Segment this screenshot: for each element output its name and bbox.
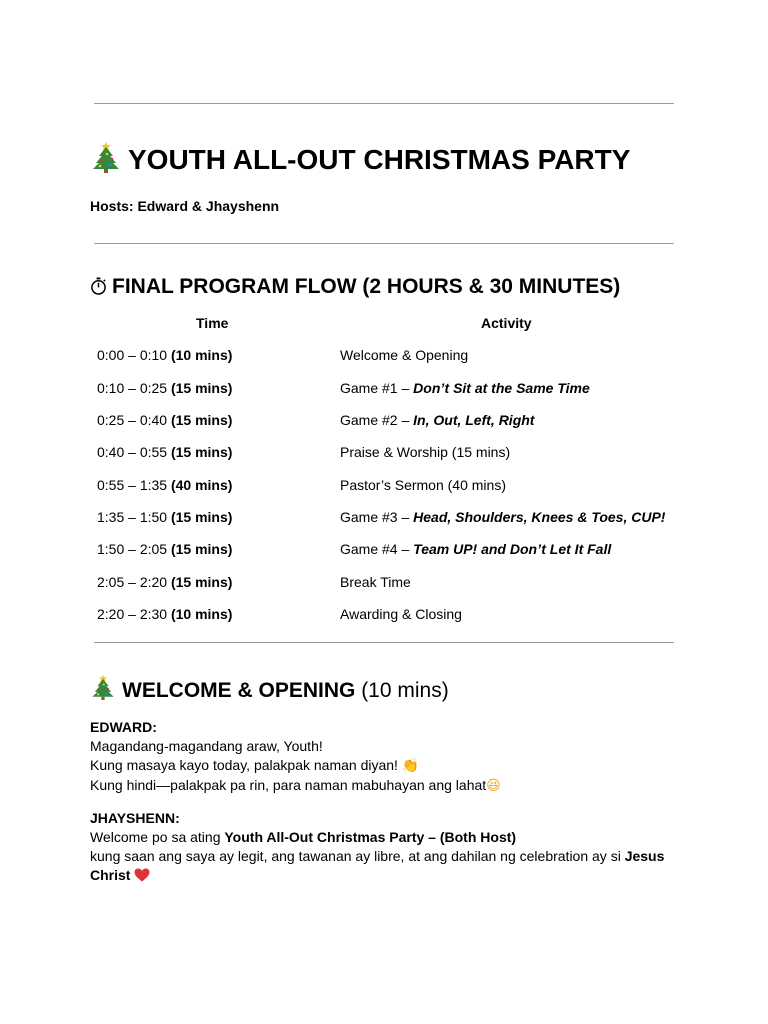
table-row	[0, 541, 768, 563]
column-header-time: Time	[196, 315, 229, 331]
activity-cell: Praise & Worship (15 mins)	[340, 444, 511, 460]
activity-cell: Break Time	[340, 574, 411, 590]
table-row	[0, 380, 768, 402]
red-heart-icon	[134, 868, 150, 882]
stopwatch-icon	[90, 277, 107, 295]
table-row	[0, 606, 768, 628]
time-cell: 1:35 – 1:50 (15 mins)	[97, 509, 233, 525]
table-row	[0, 347, 768, 369]
divider	[94, 642, 674, 643]
activity-cell: Welcome & Opening	[340, 347, 469, 363]
christmas-tree-icon	[90, 141, 122, 173]
activity-cell: Game #1 – Don’t Sit at the Same Time	[340, 380, 590, 396]
divider	[94, 243, 674, 244]
jhayshenn-block	[90, 809, 690, 885]
table-row	[0, 574, 768, 596]
activity-cell: Game #4 – Team UP! and Don’t Let It Fall	[340, 541, 612, 557]
time-cell: 1:50 – 2:05 (15 mins)	[97, 541, 233, 557]
script-line: kung saan ang saya ay legit, ang tawanan ay libre, at ang dahilan ng celebration ay si Jesus	[90, 848, 665, 864]
speaker-label: EDWARD:	[90, 719, 157, 735]
hosts-line: Hosts: Edward & Jhayshenn	[90, 198, 280, 214]
divider	[94, 103, 674, 104]
speaker-label: JHAYSHENN:	[90, 810, 180, 826]
script-line: Welcome po sa ating Youth All-Out Christmas Party – (Both Host)	[90, 829, 517, 845]
page-title: YOUTH ALL-OUT CHRISTMAS PARTY	[90, 141, 630, 176]
clapping-hands-icon: 👏	[401, 758, 420, 774]
activity-cell: Game #3 – Head, Shoulders, Knees & Toes, CUP!	[340, 509, 666, 525]
program-heading: FINAL PROGRAM FLOW (2 HOURS & 30 MINUTES)	[90, 275, 620, 299]
christmas-tree-icon	[90, 674, 116, 700]
script-line: Christ	[90, 866, 690, 885]
welcome-heading: WELCOME & OPENING (10 mins)	[90, 674, 449, 703]
table-row	[0, 509, 768, 531]
time-cell: 2:20 – 2:30 (10 mins)	[97, 606, 233, 622]
time-cell: 0:55 – 1:35 (40 mins)	[97, 477, 233, 493]
activity-cell: Pastor’s Sermon (40 mins)	[340, 477, 506, 493]
script-line: Kung hindi—palakpak pa rin, para naman mabuhayan ang lahat😆	[90, 777, 501, 794]
script-line: Magandang-magandang araw, Youth!	[90, 738, 323, 754]
time-cell: 0:10 – 0:25 (15 mins)	[97, 380, 233, 396]
activity-cell: Awarding & Closing	[340, 606, 462, 622]
time-cell: 0:40 – 0:55 (15 mins)	[97, 444, 233, 460]
table-row	[0, 477, 768, 499]
laughing-face-icon: 😆	[486, 778, 501, 794]
time-cell: 0:25 – 0:40 (15 mins)	[97, 412, 233, 428]
edward-block	[90, 718, 690, 796]
script-line: Kung masaya kayo today, palakpak naman diyan! 👏	[90, 757, 420, 774]
table-row	[0, 412, 768, 434]
time-cell: 2:05 – 2:20 (15 mins)	[97, 574, 233, 590]
column-header-activity: Activity	[481, 315, 532, 331]
activity-cell: Game #2 – In, Out, Left, Right	[340, 412, 535, 428]
table-row	[0, 444, 768, 466]
time-cell: 0:00 – 0:10 (10 mins)	[97, 347, 233, 363]
